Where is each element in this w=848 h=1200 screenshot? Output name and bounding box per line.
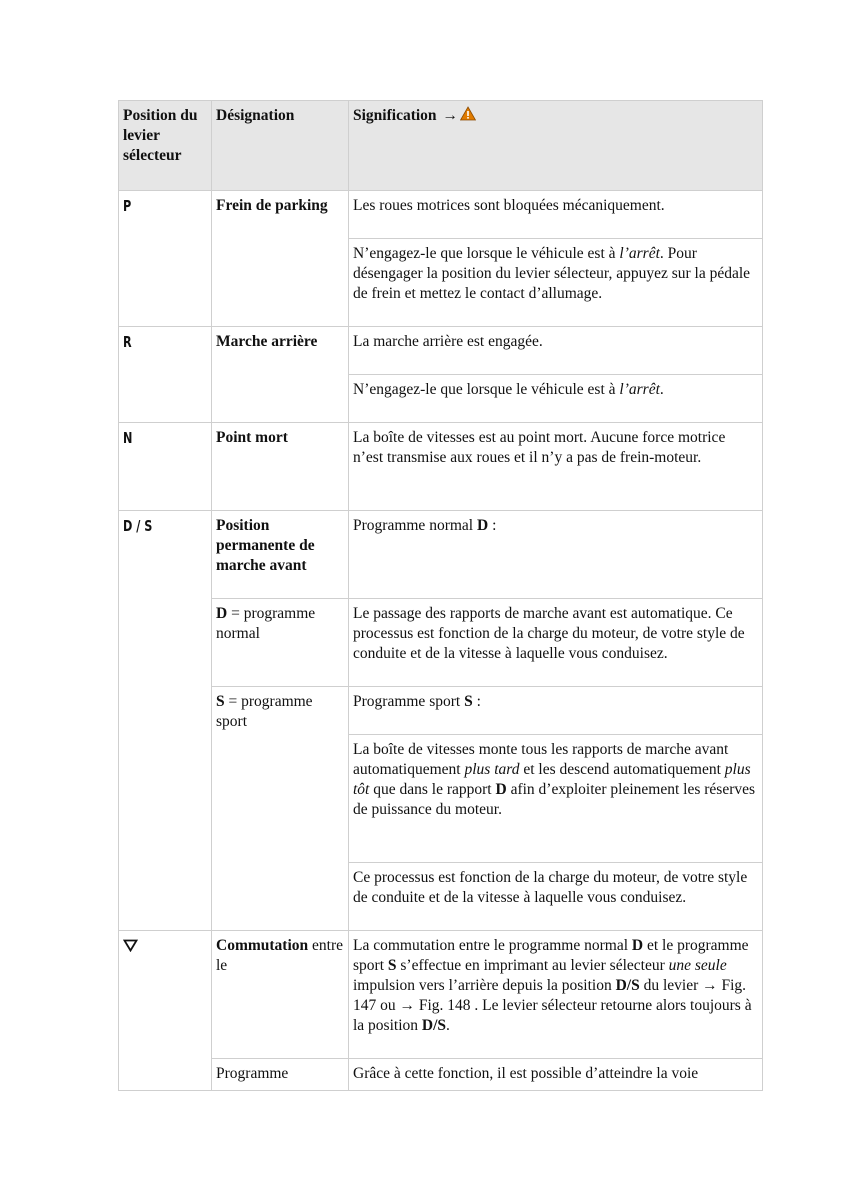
designation-cell: Programme xyxy=(212,1059,349,1091)
table-row xyxy=(119,599,763,687)
position-n-symbol: N xyxy=(123,429,133,447)
position-cell xyxy=(119,191,212,327)
position-cell xyxy=(119,511,212,931)
arrow-glyph: → xyxy=(442,107,459,124)
bold-text: D xyxy=(495,781,507,798)
table-row xyxy=(119,511,763,599)
position-ds-symbol: D / S xyxy=(123,517,153,535)
signification-cell xyxy=(349,735,763,863)
bold-text: S xyxy=(464,693,473,710)
text-span: = programme normal xyxy=(216,605,316,642)
text-span: . xyxy=(659,381,664,398)
table-row xyxy=(119,327,763,375)
designation-cell xyxy=(212,931,349,1059)
signification-cell: Grâce à cette fonction, il est possible d’atteindre la voie xyxy=(349,1059,763,1091)
bold-text: S xyxy=(387,957,397,974)
designation-text: Marche arrière xyxy=(216,333,318,350)
designation-cell xyxy=(212,599,349,687)
bold-text: Commutation xyxy=(216,937,309,954)
emphasis-text: plus tard xyxy=(464,761,520,778)
designation-cell xyxy=(212,687,349,931)
figure-reference[interactable]: du levier → Fig. 147 ou → Fig. 148 . Le levier sélecteur retourne alors toujours à la position xyxy=(353,977,752,1034)
text-span: que dans le rapport xyxy=(369,781,496,798)
bold-text: D/S xyxy=(615,977,640,994)
text-span: N’engagez-le que lorsque le véhicule est à xyxy=(353,245,620,262)
bold-text: D xyxy=(631,937,644,954)
header-designation: Désignation xyxy=(212,101,349,191)
signification-cell xyxy=(349,931,763,1059)
text-span: = programme sport xyxy=(216,693,313,730)
text-span: . Pour désengager la position du levier sélecteur, appuyez sur la pédale de frein et mettez le contact d’allumage. xyxy=(353,245,751,302)
text-span: s’effectue en imprimant au levier sélecteur xyxy=(396,957,669,974)
table-row xyxy=(119,423,763,511)
signification-cell xyxy=(349,511,763,599)
text-span: . xyxy=(446,1017,450,1034)
text-span: afin d’exploiter pleinement les réserves de puissance du moteur. xyxy=(353,781,756,818)
gear-selector-table xyxy=(118,100,763,1091)
emphasis-text: plus tôt xyxy=(353,761,751,798)
text-span: : xyxy=(472,693,481,710)
designation-text: Point mort xyxy=(216,429,288,446)
designation-cell xyxy=(212,511,349,599)
designation-cell xyxy=(212,423,349,511)
table-row xyxy=(119,191,763,239)
text-span: entre le xyxy=(216,937,343,974)
signification-cell xyxy=(349,239,763,327)
bold-text: D/S xyxy=(421,1017,447,1034)
designation-text: Position permanente de marche avant xyxy=(216,517,315,574)
signification-cell xyxy=(349,375,763,423)
emphasis-text: une seule xyxy=(668,957,727,974)
emphasis-text: l’arrêt xyxy=(619,381,660,398)
text-span: La boîte de vitesses monte tous les rapports de marche avant automatiquement xyxy=(353,741,729,778)
bold-text: S xyxy=(216,693,225,710)
table-row xyxy=(119,931,763,1059)
header-signification xyxy=(349,101,763,191)
table-row xyxy=(119,1059,763,1091)
bold-text: D xyxy=(216,605,228,622)
text-span: : xyxy=(488,517,497,534)
bold-text: D xyxy=(476,517,489,534)
position-cell xyxy=(119,423,212,511)
header-signification-label: Signification xyxy=(353,107,437,124)
signification-cell: La marche arrière est engagée. xyxy=(349,327,763,375)
signification-cell: La boîte de vitesses est au point mort. Aucune force motrice n’est transmise aux roues et il n’y a pas de frein-moteur. xyxy=(349,423,763,511)
text-span: et le programme sport xyxy=(353,937,749,974)
warning-icon xyxy=(460,106,476,121)
signification-cell: Ce processus est fonction de la charge du moteur, de votre style de conduite et de la vitesse à laquelle vous conduisez. xyxy=(349,863,763,931)
position-r-symbol: R xyxy=(123,333,132,351)
designation-cell xyxy=(212,191,349,327)
designation-text: Frein de parking xyxy=(216,197,328,214)
designation-cell xyxy=(212,327,349,423)
signification-cell: Les roues motrices sont bloquées mécaniquement. xyxy=(349,191,763,239)
signification-cell xyxy=(349,687,763,735)
text-span: Programme normal xyxy=(353,517,477,534)
text-span: N’engagez-le que lorsque le véhicule est à xyxy=(353,381,620,398)
table-header-row xyxy=(119,101,763,191)
text-span: et les descend automatiquement xyxy=(519,761,725,778)
position-cell xyxy=(119,931,212,1091)
position-p-symbol: P xyxy=(123,197,132,215)
text-span: Programme sport xyxy=(353,693,465,710)
table-row xyxy=(119,687,763,735)
down-triangle-icon xyxy=(123,939,138,952)
text-span: La commutation entre le programme normal xyxy=(353,937,632,954)
text-span: impulsion vers l’arrière depuis la position xyxy=(353,977,616,994)
header-position: Position du levier sélecteur xyxy=(119,101,212,191)
emphasis-text: l’arrêt xyxy=(619,245,660,262)
position-cell xyxy=(119,327,212,423)
signification-cell: Le passage des rapports de marche avant est automatique. Ce processus est fonction de la charge du moteur, de votre style de conduite et de la vitesse à laquelle vous conduisez. xyxy=(349,599,763,687)
